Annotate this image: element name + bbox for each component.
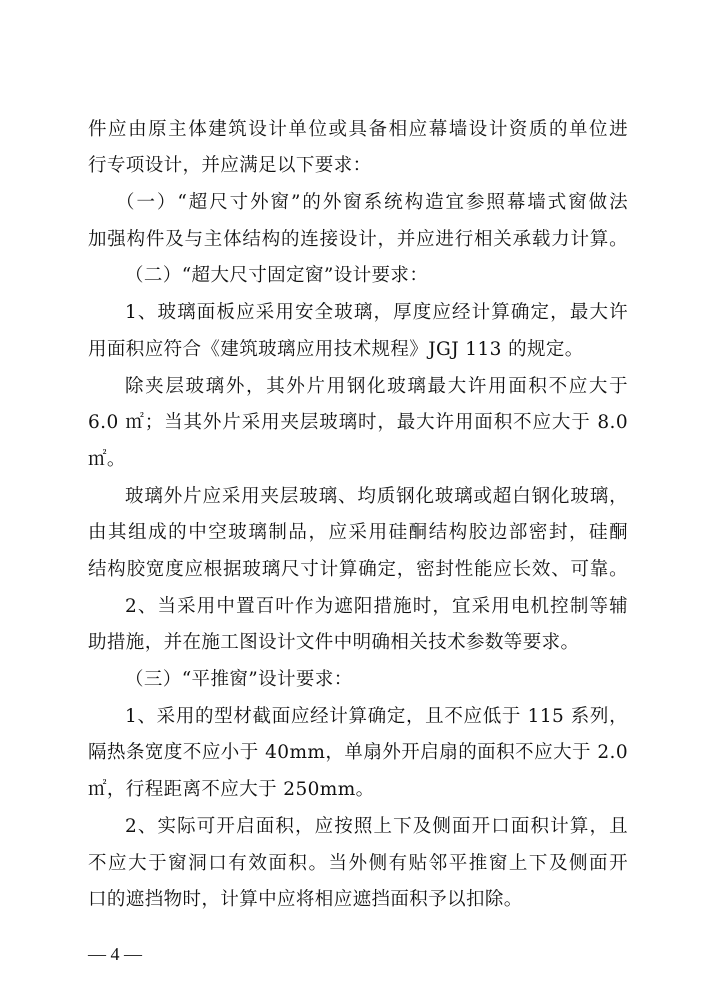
section-three-item-1-line-1: 1、采用的型材截面应经计算确定，且不应低于 115 系列， [125, 706, 628, 727]
section-two-item-1-line-2: 用面积应符合《建筑玻璃应用技术规程》JGJ 113 的规定。 [88, 339, 584, 360]
section-two-note-line-3: ㎡。 [88, 449, 126, 470]
section-three-heading: （三）“平推窗”设计要求： [125, 669, 353, 690]
section-three-item-2-line-3: 口的遮挡物时，计算中应将相应遮挡面积予以扣除。 [88, 889, 523, 910]
section-two-note-line-1: 除夹层玻璃外，其外片用钢化玻璃最大许用面积不应大于 [125, 376, 628, 397]
section-one-line-1: （一）“超尺寸外窗”的外窗系统构造宜参照幕墙式窗做法 [116, 192, 628, 213]
section-two-item-2-line-2: 助措施，并在施工图设计文件中明确相关技术参数等要求。 [88, 632, 580, 653]
section-two-item-2-line-1: 2、当采用中置百叶作为遮阳措施时，宜采用电机控制等辅 [125, 596, 628, 617]
text-line-1: 件应由原主体建筑设计单位或具备相应幕墙设计资质的单位进 [88, 119, 628, 140]
section-three-item-2-line-2: 不应大于窗洞口有效面积。当外侧有贴邻平推窗上下及侧面开 [88, 853, 628, 874]
section-two-note-line-2: 6.0 ㎡；当其外片采用夹层玻璃时，最大许用面积不应大于 8.0 [88, 412, 628, 433]
glass-paragraph-line-1: 玻璃外片应采用夹层玻璃、均质钢化玻璃或超白钢化玻璃， [125, 486, 628, 507]
section-two-item-1-line-1: 1、玻璃面板应采用安全玻璃，厚度应经计算确定，最大许 [125, 302, 628, 323]
section-three-item-1-line-3: ㎡，行程距离不应大于 250mm。 [88, 779, 375, 800]
page-number: — 4 — [88, 944, 142, 964]
section-two-heading: （二）“超大尺寸固定窗”设计要求： [125, 265, 429, 286]
section-three-item-1-line-2: 隔热条宽度不应小于 40mm，单扇外开启扇的面积不应大于 2.0 [88, 742, 628, 763]
glass-paragraph-line-2: 由其组成的中空玻璃制品，应采用硅酮结构胶边部密封，硅酮 [88, 522, 628, 543]
section-one-line-2: 加强构件及与主体结构的连接设计，并应进行相关承载力计算。 [88, 229, 628, 250]
glass-paragraph-line-3: 结构胶宽度应根据玻璃尺寸计算确定，密封性能应长效、可靠。 [88, 559, 628, 580]
section-three-item-2-line-1: 2、实际可开启面积，应按照上下及侧面开口面积计算，且 [125, 816, 628, 837]
text-line-2: 行专项设计，并应满足以下要求： [88, 155, 372, 176]
